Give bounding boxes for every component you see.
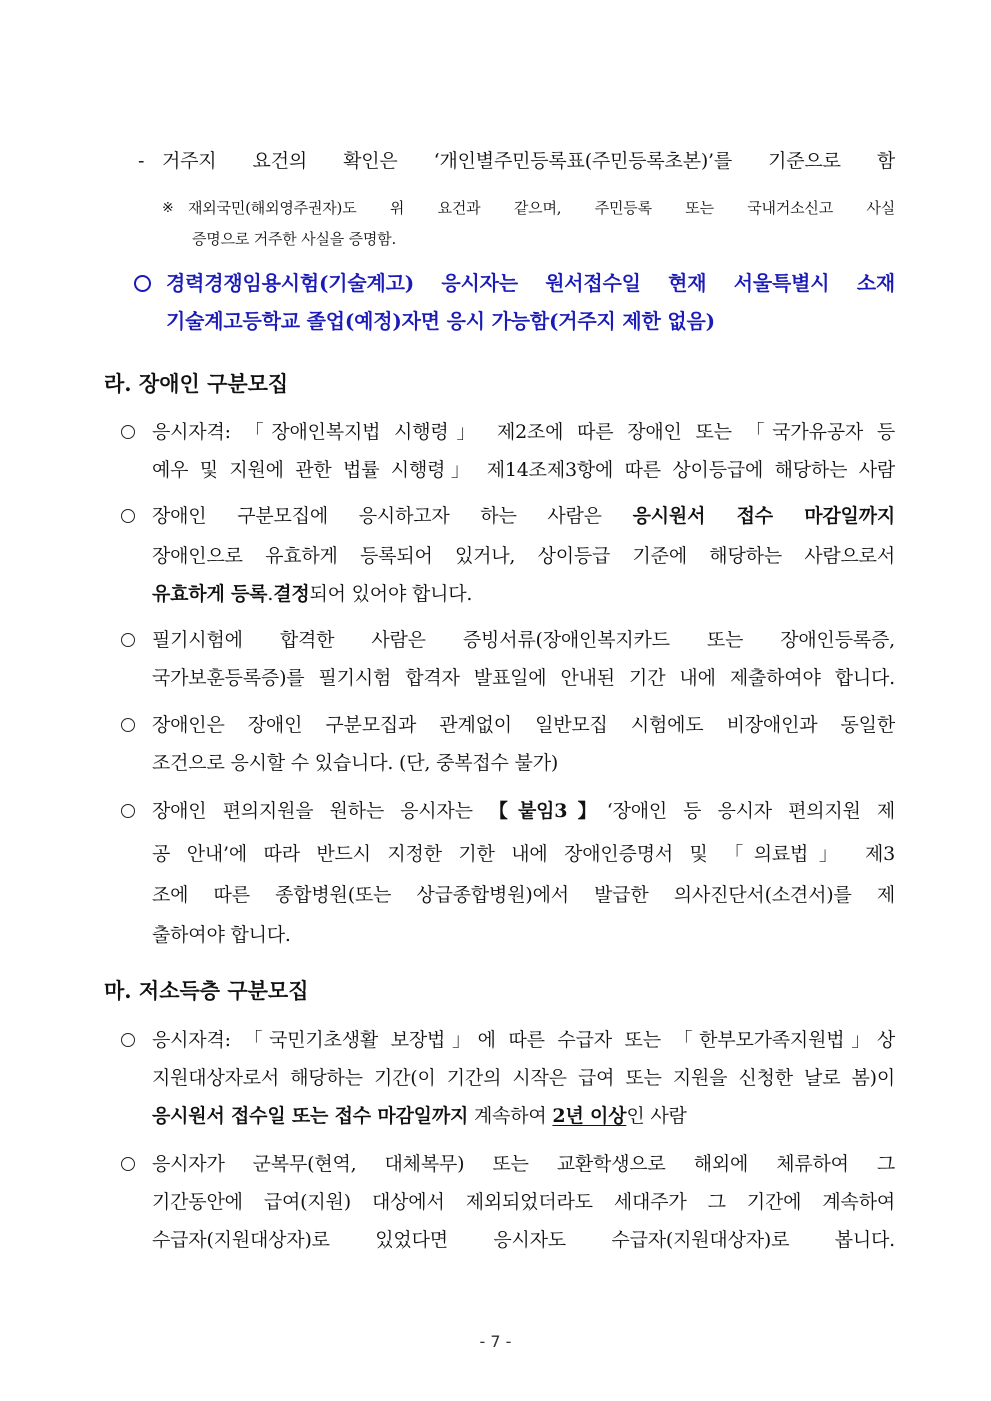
career-exam-line-1: 경력경쟁임용시험(기술계고) 응시자는 원서접수일 현재 서울특별시 소재 (166, 271, 895, 295)
ra-item2-line-2: 장애인으로 유효하게 등록되어 있거나, 상이등급 기준에 해당하는 사람으로서 (152, 545, 895, 567)
bold-deadline: 응시원서 접수 마감일까지 (632, 505, 895, 527)
ma-item1-line-2: 지원대상자로서 해당하는 기간(이 기간의 시작은 급여 또는 지원을 신청한 날로 봄)이 (152, 1067, 895, 1089)
circle-bullet-icon (121, 718, 135, 732)
ra-item5-line-1: 장애인 편의지원을 원하는 응시자는 【붙임3】‘장애인 등 응시자 편의지원 제 (152, 800, 895, 822)
ra-item1-line-1: 응시자격: 「장애인복지법 시행령」 제2조에 따른 장애인 또는 「국가유공자 등 (152, 421, 895, 443)
circle-bullet-icon (134, 275, 151, 292)
ma-item2-line-1: 응시자가 군복무(현역, 대체복무) 또는 교환학생으로 해외에 체류하여 그 (152, 1153, 895, 1175)
circle-bullet-icon (121, 425, 135, 439)
circle-bullet-icon (121, 1033, 135, 1047)
ra-item2-line-3: 유효하게 등록.결정되어 있어야 합니다. (152, 583, 473, 605)
underlined-duration: 2년 이상 (552, 1105, 627, 1127)
circle-bullet-icon (121, 633, 135, 647)
ra-item5-line-3: 조에 따른 종합병원(또는 상급종합병원)에서 발급한 의사진단서(소견서)를 제 (152, 884, 895, 906)
note-mark: ※ (162, 200, 174, 216)
ra-item4-line-1: 장애인은 장애인 구분모집과 관계없이 일반모집 시험에도 비장애인과 동일한 (152, 714, 895, 736)
ra-item5-line-4: 출하여야 합니다. (152, 924, 291, 946)
ra-item4-line-2: 조건으로 응시할 수 있습니다. (단, 중복접수 불가) (152, 752, 559, 774)
career-exam-line-2: 기술계고등학교 졸업(예정)자면 응시 가능함(거주지 제한 없음) (166, 309, 715, 333)
note-line-1: 재외국민(해외영주권자)도 위 요건과 같으며, 주민등록 또는 국내거소신고 사실 (188, 199, 895, 217)
ra-item2-line-1: 장애인 구분모집에 응시하고자 하는 사람은 응시원서 접수 마감일까지 (152, 505, 895, 527)
ra-item3-line-2: 국가보훈등록증)를 필기시험 합격자 발표일에 안내된 기간 내에 제출하여야 합니다. (152, 667, 895, 689)
section-heading-ma: 마. 저소득층 구분모집 (104, 978, 309, 1003)
ma-item2-line-2: 기간동안에 급여(지원) 대상에서 제외되었더라도 세대주가 그 기간에 계속하여 (152, 1191, 895, 1213)
circle-bullet-icon (121, 1157, 135, 1171)
circle-bullet-icon (121, 804, 135, 818)
ra-item5-line-2: 공 안내’에 따라 반드시 지정한 기한 내에 장애인증명서 및 「의료법」 제3 (152, 843, 895, 865)
ma-item2-line-3: 수급자(지원대상자)로 있었다면 응시자도 수급자(지원대상자)로 봅니다. (152, 1229, 895, 1251)
circle-bullet-icon (121, 509, 135, 523)
ma-item1-line-1: 응시자격: 「국민기초생활 보장법」에 따른 수급자 또는 「한부모가족지원법」상 (152, 1029, 895, 1051)
section-heading-ra: 라. 장애인 구분모집 (104, 371, 289, 396)
page-number: - 7 - (479, 1332, 512, 1351)
residence-line: 거주지 요건의 확인은 ‘개인별주민등록표(주민등록초본)’를 기준으로 함 (162, 150, 895, 172)
note-line-2: 증명으로 거주한 사실을 증명함. (192, 230, 397, 248)
dash-bullet: - (138, 150, 145, 172)
ra-item3-line-1: 필기시험에 합격한 사람은 증빙서류(장애인복지카드 또는 장애인등록증, (152, 629, 895, 651)
ma-item1-line-3: 응시원서 접수일 또는 접수 마감일까지 계속하여 2년 이상인 사람 (152, 1105, 687, 1127)
ra-item1-line-2: 예우 및 지원에 관한 법률 시행령」 제14조제3항에 따른 상이등급에 해당하는 사람 (152, 459, 895, 481)
